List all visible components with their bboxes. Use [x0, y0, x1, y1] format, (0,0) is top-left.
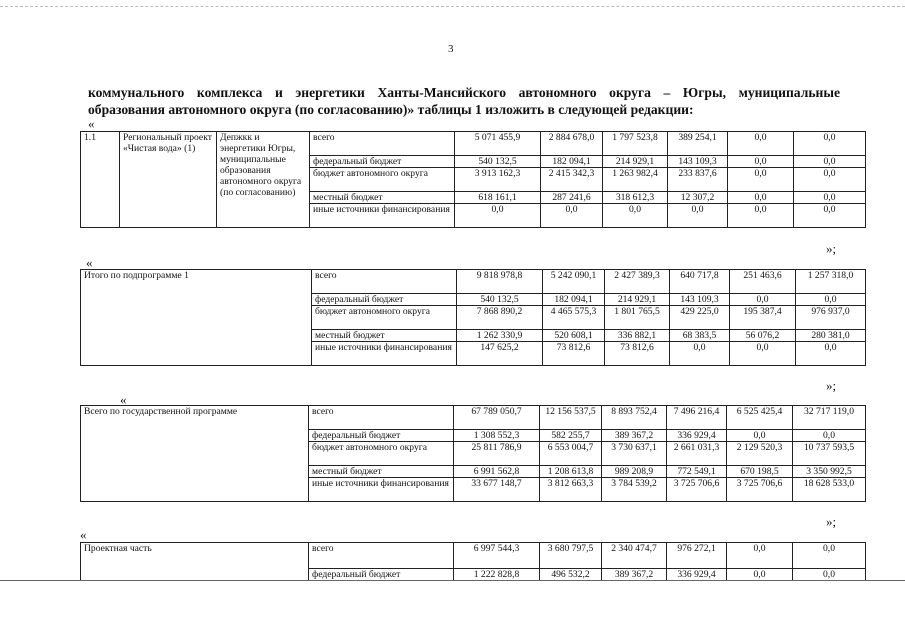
value-year: 0,0 [728, 132, 794, 156]
value-year: 0,0 [793, 543, 866, 569]
value-year: 18 628 533,0 [793, 478, 866, 502]
source-label: федеральный бюджет [310, 156, 455, 168]
value-year: 336 929,4 [667, 430, 727, 442]
value-year: 670 198,5 [727, 466, 793, 478]
value-year: 772 549,1 [667, 466, 727, 478]
source-label: иные источники финансирования [309, 478, 454, 502]
value-year: 3 812 663,3 [540, 478, 602, 502]
value-year: 1 801 765,5 [605, 306, 670, 330]
value-total: 540 132,5 [455, 156, 541, 168]
source-label: местный бюджет [309, 466, 454, 478]
open-quote-3: « [120, 392, 127, 407]
value-year: 143 109,3 [670, 294, 730, 306]
open-quote-2: « [86, 255, 93, 270]
value-year: 389 367,2 [602, 430, 667, 442]
value-year: 0,0 [603, 204, 668, 228]
value-year: 0,0 [670, 342, 730, 366]
source-label: местный бюджет [310, 192, 455, 204]
executor-name: Депжкк и энергетики Югры, муниципальные образования автономного округа (по согласованию) [217, 132, 310, 228]
value-total: 1 262 330,9 [457, 330, 543, 342]
value-year: 182 094,1 [543, 294, 605, 306]
value-year: 3 784 539,2 [602, 478, 667, 502]
value-year: 6 525 425,4 [727, 406, 793, 430]
source-label: всего [310, 132, 455, 156]
intro-paragraph [88, 84, 840, 118]
value-year: 520 608,1 [543, 330, 605, 342]
value-total: 5 071 455,9 [455, 132, 541, 156]
value-year: 195 387,4 [730, 306, 796, 330]
value-year: 12 156 537,5 [540, 406, 602, 430]
value-year: 2 661 031,3 [667, 442, 727, 466]
value-year: 68 383,5 [670, 330, 730, 342]
value-year: 318 612,3 [603, 192, 668, 204]
value-total: 25 811 786,9 [454, 442, 540, 466]
source-label: федеральный бюджет [312, 294, 457, 306]
value-year: 214 929,1 [605, 294, 670, 306]
source-label: иные источники финансирования [310, 204, 455, 228]
close-quote-1: »; [826, 241, 837, 256]
source-label: местный бюджет [312, 330, 457, 342]
value-year: 2 415 342,3 [541, 168, 603, 192]
value-year: 6 553 004,7 [540, 442, 602, 466]
value-year: 73 812,6 [543, 342, 605, 366]
table-state-program-total [80, 405, 866, 502]
source-label: иные источники финансирования [312, 342, 457, 366]
value-year: 582 255,7 [540, 430, 602, 442]
value-year: 280 381,0 [796, 330, 866, 342]
value-year: 2 340 474,7 [602, 543, 667, 569]
value-year: 0,0 [727, 569, 793, 581]
value-year: 976 272,1 [667, 543, 727, 569]
value-year: 2 129 520,3 [727, 442, 793, 466]
value-year: 3 725 706,6 [727, 478, 793, 502]
value-year: 32 717 119,0 [793, 406, 866, 430]
source-label: всего [312, 270, 457, 294]
value-year: 251 463,6 [730, 270, 796, 294]
value-year: 0,0 [796, 342, 866, 366]
value-year: 1 263 982,4 [603, 168, 668, 192]
value-year: 4 465 575,3 [543, 306, 605, 330]
value-total: 1 222 828,8 [454, 569, 540, 581]
value-year: 0,0 [728, 204, 794, 228]
value-total: 3 913 162,3 [455, 168, 541, 192]
value-year: 429 225,0 [670, 306, 730, 330]
source-label: всего [309, 543, 454, 569]
value-year: 7 496 216,4 [667, 406, 727, 430]
value-total: 6 991 562,8 [454, 466, 540, 478]
value-year: 12 307,2 [668, 192, 728, 204]
value-year: 0,0 [668, 204, 728, 228]
value-year: 976 937,0 [796, 306, 866, 330]
value-year: 2 427 389,3 [605, 270, 670, 294]
subprogram-title: Итого по подпрограмме 1 [81, 270, 312, 366]
value-year: 0,0 [730, 342, 796, 366]
value-year: 0,0 [793, 569, 866, 581]
value-total: 9 818 978,8 [457, 270, 543, 294]
project-part-title: Проектная часть [81, 543, 309, 581]
source-label: бюджет автономного округа [312, 306, 457, 330]
value-year: 56 076,2 [730, 330, 796, 342]
source-label: бюджет автономного округа [310, 168, 455, 192]
value-year: 2 884 678,0 [541, 132, 603, 156]
value-year: 1 257 318,0 [796, 270, 866, 294]
value-year: 1 208 613,8 [540, 466, 602, 478]
value-year: 3 730 637,1 [602, 442, 667, 466]
intro-line-2: образования автономного округа (по согласованию)» таблицы 1 изложить в следующей редакции: [88, 102, 694, 117]
value-year: 0,0 [796, 294, 866, 306]
value-total: 0,0 [455, 204, 541, 228]
value-year: 0,0 [794, 168, 866, 192]
table-subprogram-total [80, 269, 866, 366]
value-year: 0,0 [728, 156, 794, 168]
value-year: 0,0 [794, 204, 866, 228]
value-year: 10 737 593,5 [793, 442, 866, 466]
value-year: 3 350 992,5 [793, 466, 866, 478]
value-year: 5 242 090,1 [543, 270, 605, 294]
value-year: 182 094,1 [541, 156, 603, 168]
value-year: 287 241,6 [541, 192, 603, 204]
value-year: 389 367,2 [602, 569, 667, 581]
value-total: 1 308 552,3 [454, 430, 540, 442]
value-year: 0,0 [541, 204, 603, 228]
value-total: 6 997 544,3 [454, 543, 540, 569]
value-year: 0,0 [728, 168, 794, 192]
value-year: 73 812,6 [605, 342, 670, 366]
open-quote-1: « [88, 116, 95, 131]
value-total: 67 789 050,7 [454, 406, 540, 430]
value-year: 0,0 [727, 430, 793, 442]
table-project-part [80, 542, 866, 581]
value-year: 389 254,1 [668, 132, 728, 156]
page-number: 3 [448, 43, 454, 55]
value-total: 618 161,1 [455, 192, 541, 204]
value-year: 143 109,3 [668, 156, 728, 168]
value-year: 0,0 [794, 192, 866, 204]
value-total: 540 132,5 [457, 294, 543, 306]
value-year: 989 208,9 [602, 466, 667, 478]
value-year: 0,0 [793, 430, 866, 442]
project-name: Региональный проект «Чистая вода» (1) [120, 132, 217, 228]
value-year: 336 929,4 [667, 569, 727, 581]
open-quote-4: « [80, 527, 87, 542]
source-label: федеральный бюджет [309, 430, 454, 442]
intro-line-1: коммунального комплекса и энергетики Ханты-Мансийского автономного округа – Югры, муниципальные [88, 85, 840, 100]
value-year: 3 725 706,6 [667, 478, 727, 502]
value-total: 7 868 890,2 [457, 306, 543, 330]
source-label: федеральный бюджет [309, 569, 454, 581]
close-quote-2: »; [826, 378, 837, 393]
scan-artifact-line [0, 6, 905, 7]
value-year: 0,0 [728, 192, 794, 204]
state-program-title: Всего по государственной программе [81, 406, 309, 502]
row-number: 1.1 [81, 132, 120, 228]
value-total: 33 677 148,7 [454, 478, 540, 502]
value-year: 0,0 [727, 543, 793, 569]
value-year: 640 717,8 [670, 270, 730, 294]
value-year: 496 532,2 [540, 569, 602, 581]
value-year: 0,0 [730, 294, 796, 306]
value-year: 233 837,6 [668, 168, 728, 192]
value-year: 3 680 797,5 [540, 543, 602, 569]
value-year: 0,0 [794, 132, 866, 156]
value-year: 0,0 [794, 156, 866, 168]
value-year: 8 893 752,4 [602, 406, 667, 430]
value-year: 1 797 523,8 [603, 132, 668, 156]
close-quote-3: »; [826, 514, 837, 529]
value-year: 214 929,1 [603, 156, 668, 168]
table-regional-project [80, 131, 866, 228]
page-bottom-edge [0, 580, 905, 581]
value-total: 147 625,2 [457, 342, 543, 366]
source-label: всего [309, 406, 454, 430]
value-year: 336 882,1 [605, 330, 670, 342]
source-label: бюджет автономного округа [309, 442, 454, 466]
